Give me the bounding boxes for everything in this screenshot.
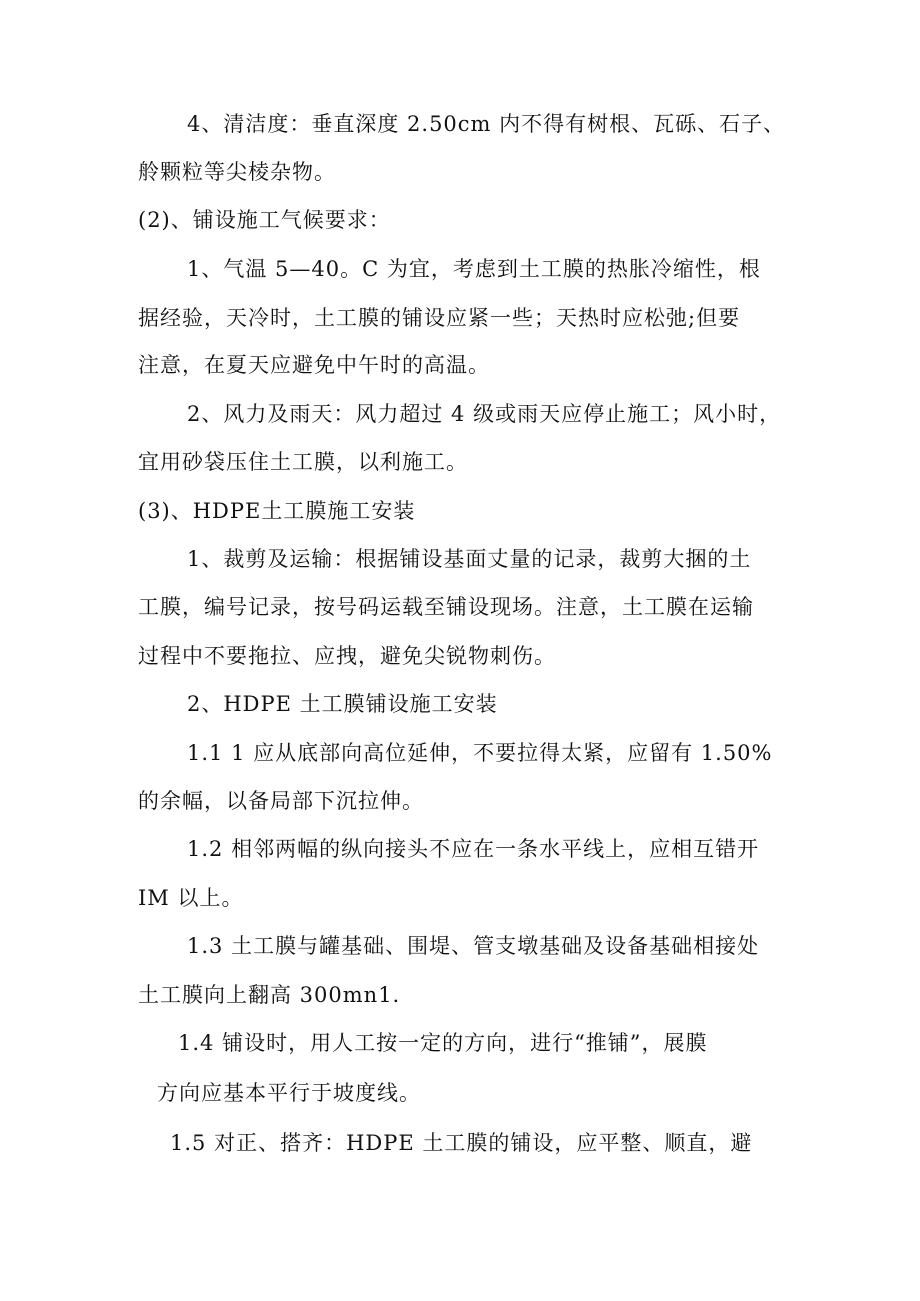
- text-line-17: IM 以上。: [138, 886, 244, 910]
- text-line-6: 注意，在夏天应避免中午时的高温。: [138, 353, 490, 377]
- text-line-13: 2、HDPE 土工膜铺设施工安装: [187, 692, 498, 716]
- text-line-10: 1、裁剪及运输：根据铺设基面丈量的记录，裁剪大捆的土: [187, 547, 752, 571]
- text-line-15: 的余幅，以备局部下沉拉伸。: [138, 789, 424, 813]
- text-line-1: 4、清洁度：垂直深度 2.50cm 内不得有树根、瓦砾、石子、: [187, 112, 786, 136]
- text-line-21: 方向应基本平行于坡度线。: [157, 1081, 421, 1105]
- text-line-5: 据经验，天冷时，土工膜的铺设应紧一些；天热时应松弛;但要: [138, 306, 741, 330]
- text-line-2: 舲颗粒等尖棱杂物。: [138, 160, 336, 184]
- text-line-22: 1.5 对正、搭齐：HDPE 土工膜的铺设，应平整、顺直，避: [170, 1131, 753, 1155]
- text-line-7: 2、风力及雨天：风力超过 4 级或雨天应停止施工；风小时，: [187, 402, 782, 426]
- text-line-20: 1.4 铺设时，用人工按一定的方向，进行“推铺”，展膜: [178, 1031, 708, 1055]
- text-line-8: 宜用砂袋压住土工膜，以利施工。: [138, 450, 468, 474]
- text-line-18: 1.3 土工膜与罐基础、围堤、管支墩基础及设备基础相接处: [187, 934, 760, 958]
- text-line-16: 1.2 相邻两幅的纵向接头不应在一条水平线上，应相互错开: [187, 837, 760, 861]
- section-heading-2: (2)、铺设施工气候要求：: [138, 208, 391, 232]
- section-heading-3: (3)、HDPE土工膜施工安装: [138, 499, 416, 523]
- text-line-11: 工膜，编号记录，按号码运载至铺设现场。注意，土工膜在运输: [138, 595, 754, 619]
- text-line-19: 土工膜向上翻高 300mn1.: [138, 983, 401, 1007]
- text-line-14: 1.1 1 应从底部向高位延伸，不要拉得太紧，应留有 1.50%: [187, 741, 773, 765]
- text-line-12: 过程中不要拖拉、应拽，避免尖锐物刺伤。: [138, 644, 556, 668]
- text-line-4: 1、气温 5—40。C 为宜，考虑到土工膜的热胀冷缩性，根: [187, 257, 761, 281]
